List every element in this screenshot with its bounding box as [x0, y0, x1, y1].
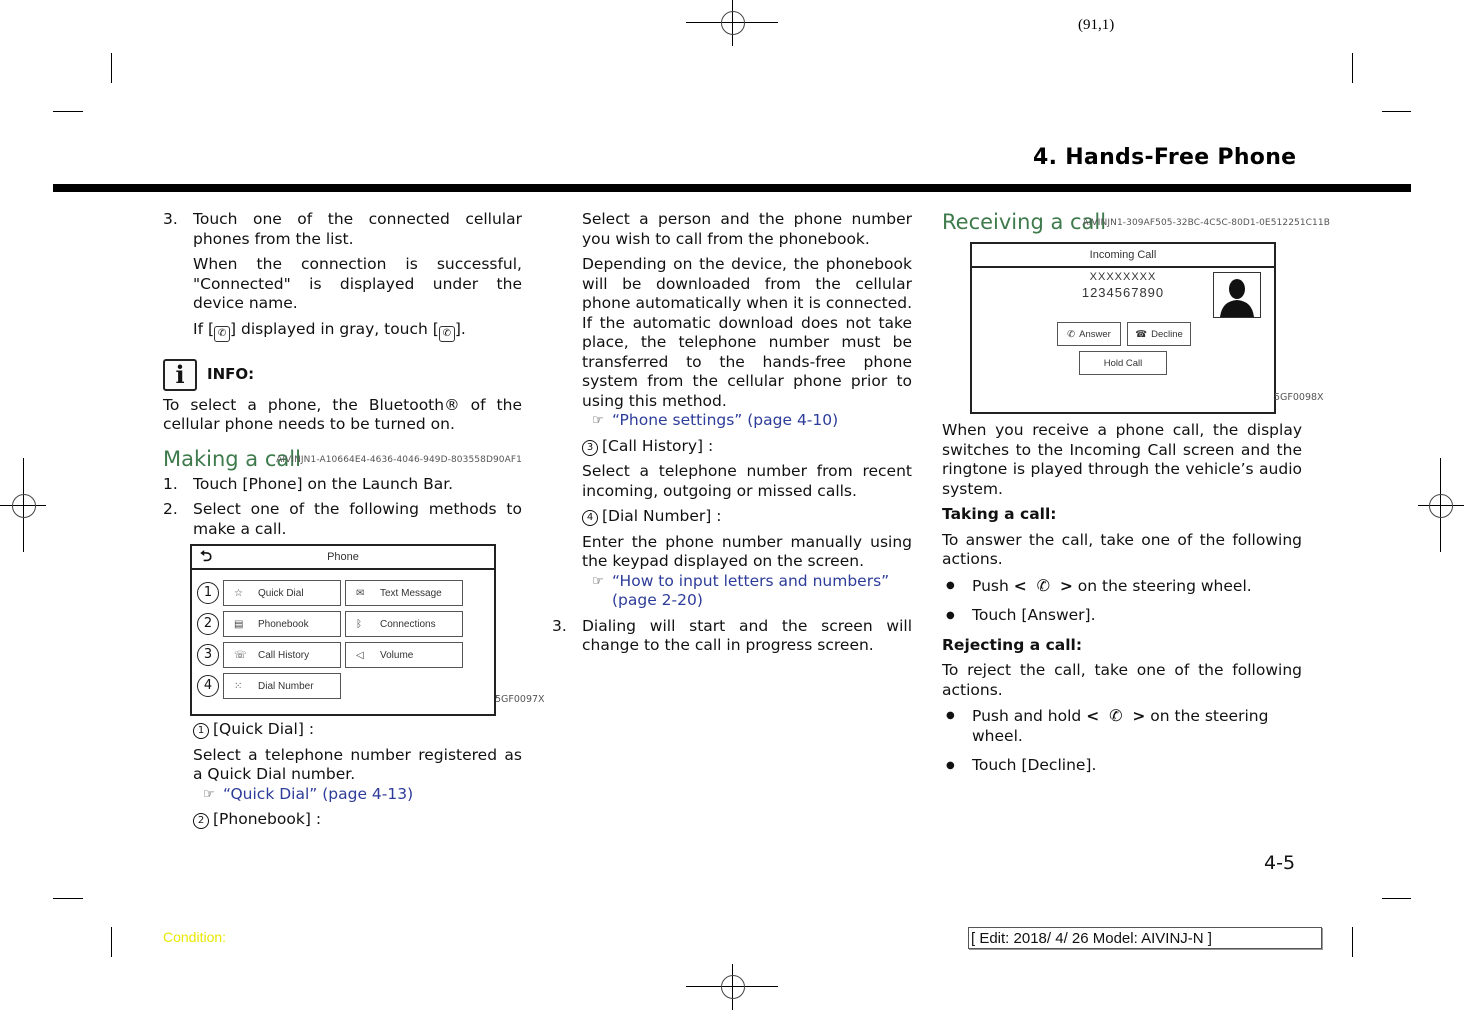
bullet-icon: ●: [946, 610, 955, 621]
dial-number-button[interactable]: ⁙ Dial Number: [223, 673, 341, 699]
star-icon: ☆: [234, 587, 243, 599]
column-2: [552, 210, 912, 656]
step-1: 1. Touch [Phone] on the Launch Bar.: [163, 474, 454, 493]
incoming-call-figure: [970, 242, 1276, 414]
callout-2: 2: [197, 613, 219, 635]
callout-4: 4: [197, 675, 219, 697]
hang-up-icon: ☎: [1135, 328, 1148, 340]
phonebook-icon: ▤: [234, 618, 244, 630]
call-history-button[interactable]: ☏ Call History: [223, 642, 341, 668]
taking-call-text: To answer the call, take one of the following actions.: [942, 530, 1302, 568]
section-id: AIVINJN1-309AF505-32BC-4C5C-80D1-0E512251C11B: [1082, 218, 1330, 228]
column-1-continued: [163, 720, 522, 830]
text-message-button[interactable]: ✉ Text Message: [345, 580, 463, 606]
back-arrow-icon[interactable]: ⮌: [200, 548, 213, 565]
figure-id: 5GF0097X: [495, 694, 545, 705]
phonebook-button[interactable]: ▤ Phonebook: [223, 611, 341, 637]
hold-call-button[interactable]: Hold Call: [1079, 351, 1167, 375]
bullet-icon: ●: [946, 710, 955, 721]
answer-button[interactable]: ✆ Answer: [1057, 322, 1121, 346]
taking-bullet-1: ● Push < ✆ > on the steering wheel.: [942, 576, 1302, 597]
gray-icon-note: If [ ✆ ] displayed in gray, touch [ ✆ ].: [163, 320, 522, 342]
call-history-text: Select a telephone number from recent incoming, outgoing or missed calls.: [582, 462, 912, 500]
phonebook-heading: 2 [Phonebook] :: [163, 810, 522, 830]
section-id: AIVINJN1-A10664E4-4636-4046-949D-803558D90AF1: [276, 454, 522, 465]
call-history-icon: ☏: [234, 649, 247, 661]
quick-dial-heading: 1 [Quick Dial] :: [163, 720, 522, 740]
rejecting-call-text: To reject the call, take one of the following actions.: [942, 661, 1302, 699]
quick-dial-button[interactable]: ☆ Quick Dial: [223, 580, 341, 606]
phonebook-text: Select a person and the phone number you wish to call from the phonebook.: [582, 210, 912, 248]
connections-button[interactable]: ᛒ Connections: [345, 611, 463, 637]
phone-icon: ✆: [439, 326, 455, 342]
phone-screen-figure: [190, 544, 496, 716]
step-3: 3. Touch one of the connected cellular phones from the list.: [163, 210, 522, 248]
info-icon: i: [163, 359, 197, 391]
section-title-receiving-a-call: Receiving a call AIVINJN1-309AF505-32BC-4C5C-80D1-0E512251C11B: [942, 210, 1330, 234]
volume-button[interactable]: ◁ Volume: [345, 642, 463, 668]
caller-number: 1234567890: [1081, 285, 1165, 300]
steering-phone-icon: ✆: [1109, 706, 1123, 725]
phone-screen-header: ⮌ Phone: [192, 546, 494, 570]
rejecting-call-heading: Rejecting a call:: [942, 635, 1083, 654]
quick-dial-link[interactable]: ☞ “Quick Dial” (page 4-13): [163, 785, 522, 805]
info-text: To select a phone, the Bluetooth® of the cellular phone needs to be turned on.: [163, 395, 522, 433]
phonebook-download-text: Depending on the device, the phonebook will be downloaded from the cellular phone automatically when it is connected. If the automatic download does not take place, the telephone number must be transferred to the hands-free phone system from the cellular phone prior to using this method.: [582, 255, 912, 410]
bullet-icon: ●: [946, 579, 955, 591]
rejecting-bullet-2: ● Touch [Decline].: [942, 756, 1302, 776]
column-1: [163, 210, 522, 539]
decline-button[interactable]: ☎ Decline: [1127, 322, 1191, 346]
caller-avatar: [1213, 272, 1261, 318]
step-3-dialing: 3. Dialing will start and the screen will change to the call in progress screen.: [552, 616, 912, 654]
callout-1: 1: [197, 582, 219, 604]
taking-call-heading: Taking a call:: [942, 505, 1057, 523]
page-code: (91,1): [1078, 17, 1115, 33]
person-silhouette-icon: [1214, 273, 1260, 317]
edit-info: [ Edit: 2018/ 4/ 26 Model: AIVINJ-N ]: [968, 927, 1322, 949]
phone-icon: ✆: [1067, 328, 1076, 340]
rejecting-bullet-1: ● Push and hold < ✆ > on the steering wheel.: [942, 706, 1302, 746]
info-label: INFO:: [207, 364, 255, 383]
figure-id: 5GF0098X: [1274, 392, 1324, 403]
dial-number-text: Enter the phone number manually using the keypad displayed on the screen.: [582, 532, 912, 570]
incoming-call-intro: When you receive a phone call, the display switches to the Incoming Call screen and the ringtone is played through the vehicle’s audio system.: [942, 421, 1302, 498]
connection-note: When the connection is successful, "Connected" is displayed under the device name.: [193, 255, 522, 312]
taking-bullet-2: ● Touch [Answer].: [942, 606, 1302, 626]
keypad-icon: ⁙: [234, 680, 243, 692]
steering-phone-icon: ✆: [1036, 575, 1050, 595]
envelope-icon: ✉: [356, 587, 365, 599]
caller-name: XXXXXXXX: [1089, 271, 1157, 283]
incoming-call-header: Incoming Call: [972, 244, 1274, 268]
column-3: [942, 210, 1330, 238]
speaker-icon: ◁: [356, 649, 364, 661]
info-block: [163, 356, 522, 394]
pointing-hand-icon: ☞: [203, 786, 215, 802]
section-title-making-a-call: Making a call AIVINJN1-A10664E4-4636-4046-949D-803558D90AF1: [163, 446, 522, 471]
page-number: 4-5: [1264, 852, 1296, 874]
step-2: 2. Select one of the following methods to make a call.: [163, 500, 522, 538]
header-rule: [53, 184, 1411, 192]
phone-icon: ✆: [214, 326, 230, 342]
bluetooth-icon: ᛒ: [356, 618, 362, 630]
quick-dial-text: Select a telephone number registered as a Quick Dial number.: [193, 745, 522, 783]
callout-3: 3: [197, 644, 219, 666]
input-letters-link[interactable]: ☞ “How to input letters and numbers” (page 2-20): [582, 572, 912, 611]
pointing-hand-icon: ☞: [592, 413, 604, 428]
condition-label: Condition:: [163, 929, 227, 945]
column-3-text: [942, 421, 1302, 776]
bullet-icon: ●: [946, 760, 955, 771]
chapter-title: 4. Hands-Free Phone: [1033, 145, 1297, 170]
pointing-hand-icon: ☞: [592, 573, 604, 589]
dial-number-heading: 4 [Dial Number] :: [582, 507, 912, 527]
phone-settings-link[interactable]: ☞ “Phone settings” (page 4-10): [582, 411, 912, 431]
call-history-heading: 3 [Call History] :: [582, 437, 912, 457]
